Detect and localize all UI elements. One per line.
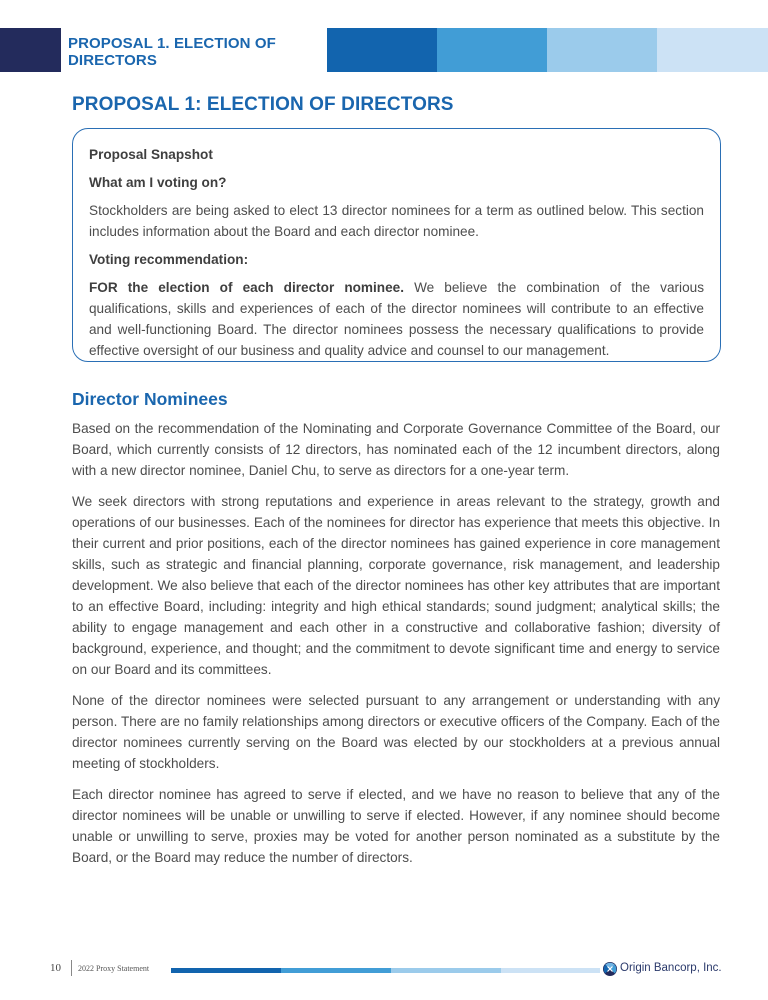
snapshot-recommendation-label: Voting recommendation: [89, 252, 249, 267]
paragraph: Based on the recommendation of the Nominating and Corporate Governance Committee of the Board, our Board, which currently consists of 12 directors, has nominated each of the 12 incumbent directors, along with a new director nominee, Daniel Chu, to serve as directors for a one-year term. [72, 421, 720, 478]
header-color-block [437, 28, 547, 72]
origin-logo-icon [603, 962, 617, 976]
footer-color-bar [171, 968, 281, 973]
footer-divider [71, 960, 72, 976]
paragraph: Each director nominee has agreed to serve if elected, and we have no reason to believe that any of the director nominees will be unable or unwilling to serve if elected. However, if any nominee should become unable or unwilling to serve, proxies may be voted for another person nominated as a substitute by the Board, or the Board may reduce the number of directors. [72, 787, 720, 865]
proposal-snapshot-box [72, 128, 721, 362]
paragraph: None of the director nominees were selected pursuant to any arrangement or understanding with any person. There are no family relationships among directors or executive officers of the Company. Each of the director nominees currently serving on the Board was elected by our stockholders at a previous annual meeting of stockholders. [72, 693, 720, 771]
footer-color-bar [281, 968, 391, 973]
header-color-block [327, 28, 437, 72]
company-name: Origin Bancorp, Inc. [620, 962, 722, 974]
header-color-block [547, 28, 657, 72]
page-number: 10 [50, 962, 61, 974]
snapshot-heading: Proposal Snapshot [89, 147, 213, 162]
page-title: PROPOSAL 1: ELECTION OF DIRECTORS [72, 94, 454, 115]
footer-color-bar [501, 968, 600, 973]
header-color-block [657, 28, 768, 72]
snapshot-answer: Stockholders are being asked to elect 13 director nominees for a term as outlined below. This section includes information about the Board and each director nominee. [89, 203, 704, 239]
footer-color-bar [391, 968, 501, 973]
paragraph: We seek directors with strong reputations and experience in areas relevant to the strategy, growth and operations of our businesses. Each of the nominees for director has experience that meets this objective. In their current and prior positions, each of the director nominees has gained experience in core management skills, such as strategic and financial planning, corporate governance, risk management, and leadership development. We also believe that each of the director nominees has other key attributes that are important to an effective Board, including: integrity and high ethical standards; sound judgment; analytical skills; the ability to engage management and each other in a constructive and collaborative fashion; diversity of background, experience, and thought; and the commitment to devote significant time and energy to service on our Board and its committees. [72, 494, 720, 677]
header-navy-block [0, 28, 61, 72]
recommendation-bold: FOR the election of each director nominee. [89, 280, 404, 295]
recommendation-text: We believe the combination of the various qualifications, skills and experiences of each of the director nominees will contribute to an effective and well-functioning Board. The director nominees possess the necessary qualifications to provide effective oversight of our business and quality advice and counsel to our management. [89, 280, 704, 358]
document-label: 2022 Proxy Statement [78, 964, 150, 973]
director-nominees-body [72, 418, 720, 878]
section-title-director-nominees: Director Nominees [72, 389, 228, 409]
header-section-label: PROPOSAL 1. ELECTION OF DIRECTORS [68, 35, 276, 69]
snapshot-question: What am I voting on? [89, 175, 227, 190]
snapshot-recommendation [89, 277, 704, 361]
